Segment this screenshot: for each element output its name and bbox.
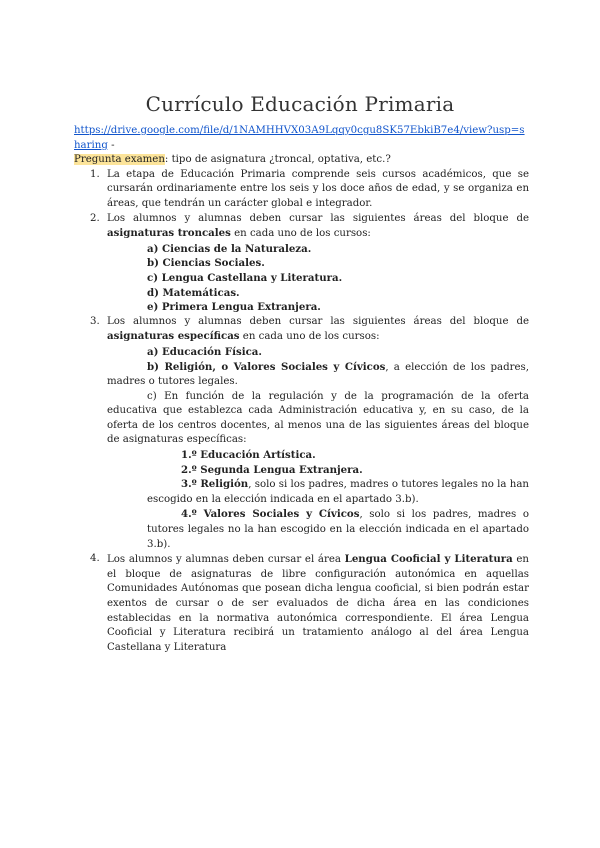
troncal-subject: c) Lengua Castellana y Literatura.: [147, 271, 343, 284]
subject-b-text: , a elección de los padres, madres o tutores legales.: [107, 361, 529, 388]
list-number: 3.: [90, 315, 100, 327]
option-2: 2.º Segunda Lengua Extranjera.: [181, 463, 363, 476]
exam-label: Pregunta examen: [74, 154, 165, 166]
option-3-text: , solo si los padres, madres o tutores legales no la han escogido en la elección indicada en el apartado 3.b).: [147, 479, 529, 505]
list-number: 2.: [90, 212, 100, 224]
option-4-bold: 4.º Valores Sociales y Cívicos: [181, 508, 360, 521]
list-item-text: Los alumnos y alumnas deben cursar las siguientes áreas del bloque de: [107, 212, 529, 224]
list-number: 1.: [90, 168, 100, 180]
option-4: [74, 507, 529, 552]
option-3: [74, 477, 529, 507]
troncal-subject: d) Matemáticas.: [147, 286, 240, 299]
especifica-subject-b: [74, 360, 529, 390]
option-3-bold: 3.º Religión: [181, 478, 249, 491]
list-item-text: La etapa de Educación Primaria comprende seis cursos académicos, que se cursarán ordinariamente entre los seis y los doce años de edad, y se organiza en áreas, que tendrán un carácter global e integrador.: [107, 168, 529, 209]
option-4-text: , solo si los padres, madres o tutores legales no la han escogido en la elección indicada en el apartado 3.b).: [147, 509, 529, 550]
list-item-text: en cada uno de los cursos:: [239, 331, 380, 343]
list-item-bold: asignaturas troncales: [107, 227, 231, 240]
list-item-2: [74, 212, 529, 242]
link-suffix: -: [107, 139, 115, 151]
list-item-text: Los alumnos y alumnas deben cursar el área: [107, 554, 345, 566]
exam-text: : tipo de asignatura ¿troncal, optativa, etc.?: [164, 154, 391, 166]
especifica-subject-c: c) En función de la regulación y de la programación de la oferta educativa que establezca cada Administración educativa y, en su caso, de la oferta de los centros docentes, al menos una de las siguientes áreas del bloque de asignaturas específicas:: [107, 390, 529, 446]
list-item-bold: asignaturas específicas: [107, 330, 240, 343]
troncal-subject: b) Ciencias Sociales.: [147, 257, 265, 270]
list-item-4: [74, 552, 529, 655]
option-1: 1.º Educación Artística.: [181, 449, 316, 462]
list-item-text: en el bloque de asignaturas de libre configuración autonómica en aquellas Comunidades Autónomas que posean dicha lengua cooficial, si bien podrán estar exentos de cursar o de ser evaluados de dicha área en las condiciones establecidas en la normativa autonómica correspondiente. El área Lengua Cooficial y Literatura recibirá un tratamiento análogo al del área Lengua Castellana y Literatura: [107, 554, 529, 653]
exam-question-line: [74, 153, 529, 168]
subject-b-bold: b) Religión, o Valores Sociales y Cívicos: [147, 360, 386, 373]
link-line: [74, 124, 529, 153]
list-number: 4.: [90, 553, 100, 565]
especifica-subject-a: a) Educación Física.: [147, 345, 262, 358]
list-item-3: [74, 315, 529, 345]
list-item-1: [74, 168, 529, 212]
troncal-subject: e) Primera Lengua Extranjera.: [147, 301, 321, 314]
troncal-subject: a) Ciencias de la Naturaleza.: [147, 242, 312, 255]
page-title: Currículo Educación Primaria: [145, 92, 455, 116]
list-item-text: Los alumnos y alumnas deben cursar las siguientes áreas del bloque de: [107, 315, 529, 327]
document-body: [74, 124, 529, 655]
list-item-bold: Lengua Cooficial y Literatura: [344, 553, 513, 566]
list-item-text: en cada uno de los cursos:: [230, 228, 371, 240]
drive-link[interactable]: https://drive.google.com/file/d/1NAMHHVX03A9Lqqy0cgu8SK57EbkiB7e4/view?usp=sharing: [74, 125, 525, 151]
